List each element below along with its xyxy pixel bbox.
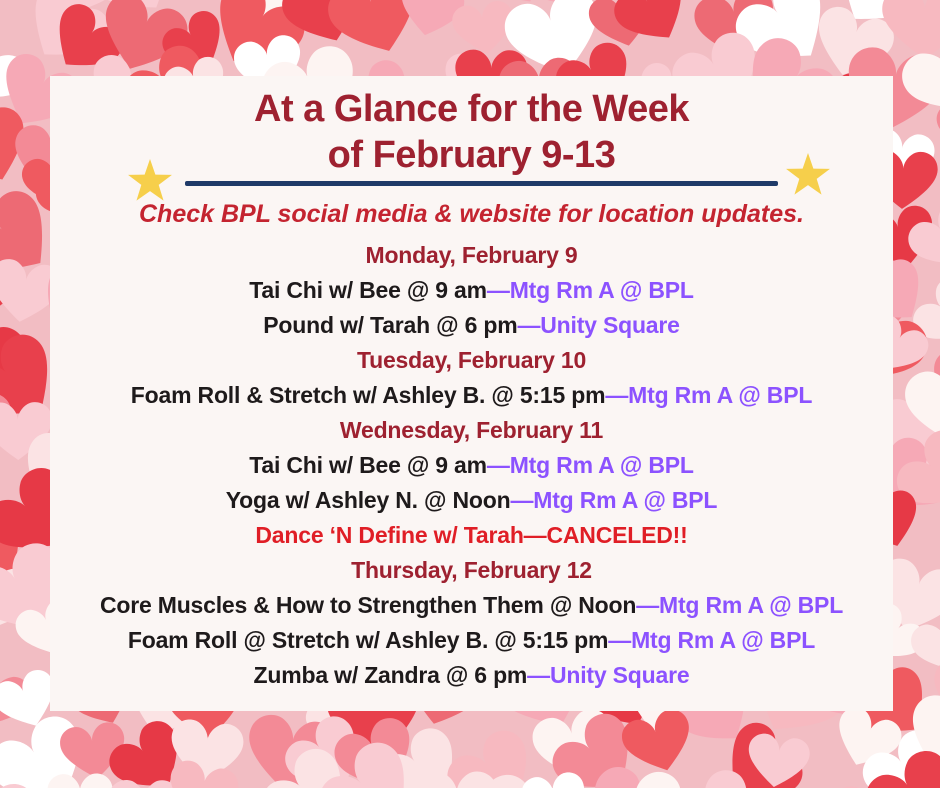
schedule-canceled-event: Dance ‘N Define w/ Tarah—CANCELED!! [255, 522, 688, 548]
event-location: —Unity Square [517, 312, 680, 338]
event-location: —Mtg Rm A @ BPL [636, 592, 844, 618]
event-text: Foam Roll @ Stretch w/ Ashley B. @ 5:15 pm [127, 627, 609, 653]
schedule-event [50, 308, 893, 343]
event-text: Zumba w/ Zandra @ 6 pm [253, 662, 528, 688]
schedule-event [50, 588, 893, 623]
star-icon-right [784, 152, 832, 200]
schedule-day-heading: Wednesday, February 11 [339, 417, 604, 443]
event-text: Tai Chi w/ Bee @ 9 am [249, 277, 487, 303]
schedule-day-heading: Monday, February 9 [365, 242, 578, 268]
event-location: —Mtg Rm A @ BPL [486, 277, 694, 303]
schedule-event [50, 658, 893, 693]
schedule-event [50, 273, 893, 308]
schedule-day-heading: Thursday, February 12 [351, 557, 592, 583]
event-text: Foam Roll & Stretch w/ Ashley B. @ 5:15 pm [130, 382, 606, 408]
event-text: Core Muscles & How to Strengthen Them @ Noon [99, 592, 637, 618]
schedule-event [50, 623, 893, 658]
schedule-event [50, 378, 893, 413]
page-title [50, 86, 893, 178]
title-line-2: of February 9-13 [327, 134, 616, 176]
schedule-list [50, 238, 893, 693]
event-location: —Mtg Rm A @ BPL [605, 382, 813, 408]
event-location: —Mtg Rm A @ BPL [608, 627, 816, 653]
location-updates-note: Check BPL social media & website for location updates. [139, 200, 804, 228]
schedule-event [50, 483, 893, 518]
schedule-day-heading: Tuesday, February 10 [356, 347, 587, 373]
star-icon-left [126, 158, 174, 206]
schedule-event [50, 448, 893, 483]
event-location: —Mtg Rm A @ BPL [510, 487, 718, 513]
title-line-1: At a Glance for the Week [254, 88, 689, 130]
event-text: Tai Chi w/ Bee @ 9 am [249, 452, 487, 478]
event-location: —Mtg Rm A @ BPL [486, 452, 694, 478]
event-text: Yoga w/ Ashley N. @ Noon [225, 487, 511, 513]
schedule-card [50, 76, 893, 711]
event-location: —Unity Square [527, 662, 690, 688]
divider-line [185, 181, 778, 186]
event-text: Pound w/ Tarah @ 6 pm [263, 312, 518, 338]
